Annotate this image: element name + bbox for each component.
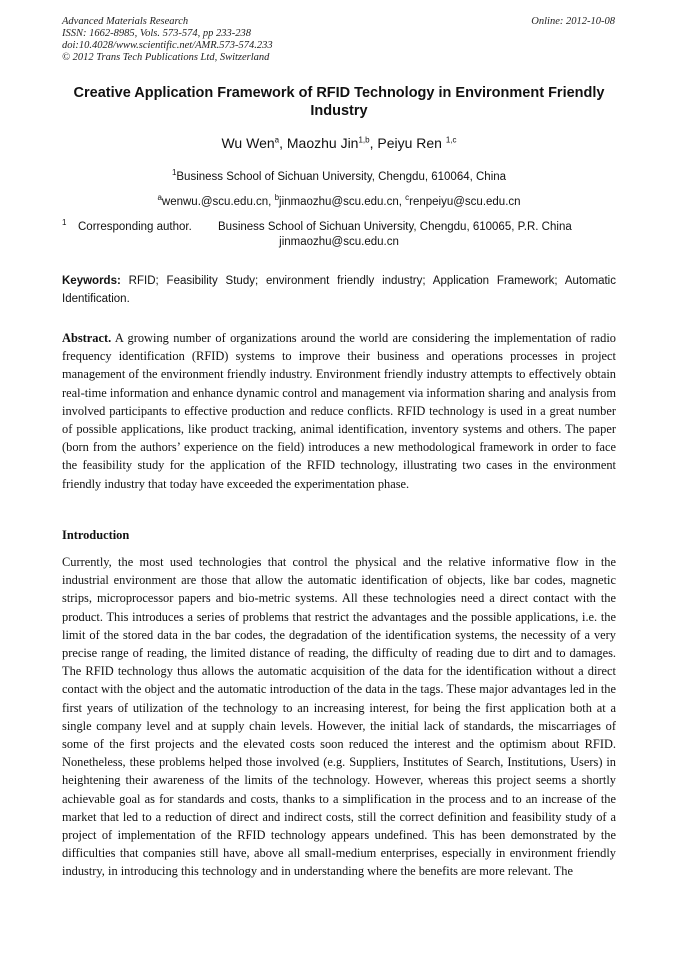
corresponding-label: Corresponding author. [78,221,192,233]
keywords [62,272,616,308]
corresponding-author [62,220,616,250]
online-date: Online: 2012-10-08 [531,16,615,27]
corresponding-email: jinmaozhu@scu.edu.cn [279,236,399,248]
affiliation [62,170,616,184]
author-name: Wu Wen [221,135,275,151]
paper-title: Creative Application Framework of RFID Technology in Environment Friendly Industry [73,85,605,119]
keywords-label: Keywords: [62,275,121,287]
email-superscript: a [157,193,162,203]
journal-copyright: © 2012 Trans Tech Publications Ltd, Switzerland [62,52,270,63]
email-superscript: b [274,193,280,203]
author-superscript: 1,c [445,135,457,145]
email-list [62,195,616,209]
abstract [62,329,616,493]
abstract-label: Abstract. [62,331,112,345]
author-list [62,134,616,152]
keywords-text: RFID; Feasibility Study; environment friendly industry; Application Framework; Automatic Identification. [62,275,616,305]
affiliation-superscript: 1 [171,168,177,178]
abstract-text: A growing number of organizations around the world are considering the implementation of radio frequency identification (RFID) systems to improve their business and operations processes in project management of the environment friendly industry. Environment friendly industry attempts to effectively obtain real-time information and enhance dynamic control and management via information sharing and analysis from involved participants to effective production and reduce conflicts. RFID technology is used in a great number of possible applications, like product tracking, animal identification, inventory systems and others. The paper (born from the authors’ experience on the field) introduces a new methodological framework in order to face the feasibility study for the application of the RFID technology, illustrating two cases in the environment friendly industry that today have exceeded the experimentation phase. [62,331,616,491]
affiliation-text: Business School of Sichuan University, Chengdu, 610064, China [176,171,507,183]
journal-doi: doi:10.4028/www.scientific.net/AMR.573-574.233 [62,40,273,51]
author-superscript: 1,b [358,135,370,145]
author-separator: , [279,135,287,151]
email-address: renpeiyu@scu.edu.cn [409,196,521,208]
section-heading: Introduction [62,528,130,542]
email-address: wenwu.@scu.edu.cn, [161,196,275,208]
email-address: jinmaozhu@scu.edu.cn, [279,196,406,208]
author-separator: , [369,135,378,151]
introduction-paragraph: Currently, the most used technologies that control the physical and the relative informative flow in the industrial environment are those that allow the automatic identification of objects, like bar codes, magnetic strips, microprocessor papers and bio-metric systems. All these technologies need a direct contact with the product. This introduces a series of problems that restrict the advantages and the possible applications, i.e. the limit of the stored data in the bar codes, the degradation of the identification systems, the necessity of a very precise range of reading, the limited distance of reading, the difficulty of reading due to dirt and to damages. The RFID technology thus allows the automatic acquisition of the data for the identification without a direct contact with the object and the automatic introduction of the data in the tags. These major advantages led in the first years of utilization of the technology to an increasing interest, for being the first application both at a single company level and at supply chain levels. However, the initial lack of standards, the miscarriages of some of the first projects and the elevated costs soon reduced the interest and the optimism about RFID. Nonetheless, these problems helped those involved (e.g. Suppliers, Institutes of Search, Institutions, Users) in heightening their awareness of the limits of the technology. However, whereas this project seems a shortly achievable goal as for standards and costs, thanks to a simplification in the process and to an increase of the market that led to a reduction of direct and indirect costs, still the correct definition and feasibility study of a project of implementation of the RFID technology appears undefined. This has been demonstrated by the difficulties that companies still have, above all small-medium enterprises, especially in environment friendly industry, in introducing this technology and in understanding where the benefits are more relevant. The [62,555,616,879]
author-name: Peiyu Ren [377,135,446,151]
journal-name: Advanced Materials Research [62,16,189,27]
author-superscript: a [274,135,280,145]
corresponding-superscript: 1 [62,218,67,228]
author-name: Maozhu Jin [286,135,359,151]
journal-issn: ISSN: 1662-8985, Vols. 573-574, pp 233-238 [62,28,251,39]
corresponding-address: Business School of Sichuan University, Chengdu, 610065, P.R. China [218,221,572,233]
email-superscript: c [405,193,410,203]
journal-header [62,16,273,64]
corresponding-line [62,220,616,235]
